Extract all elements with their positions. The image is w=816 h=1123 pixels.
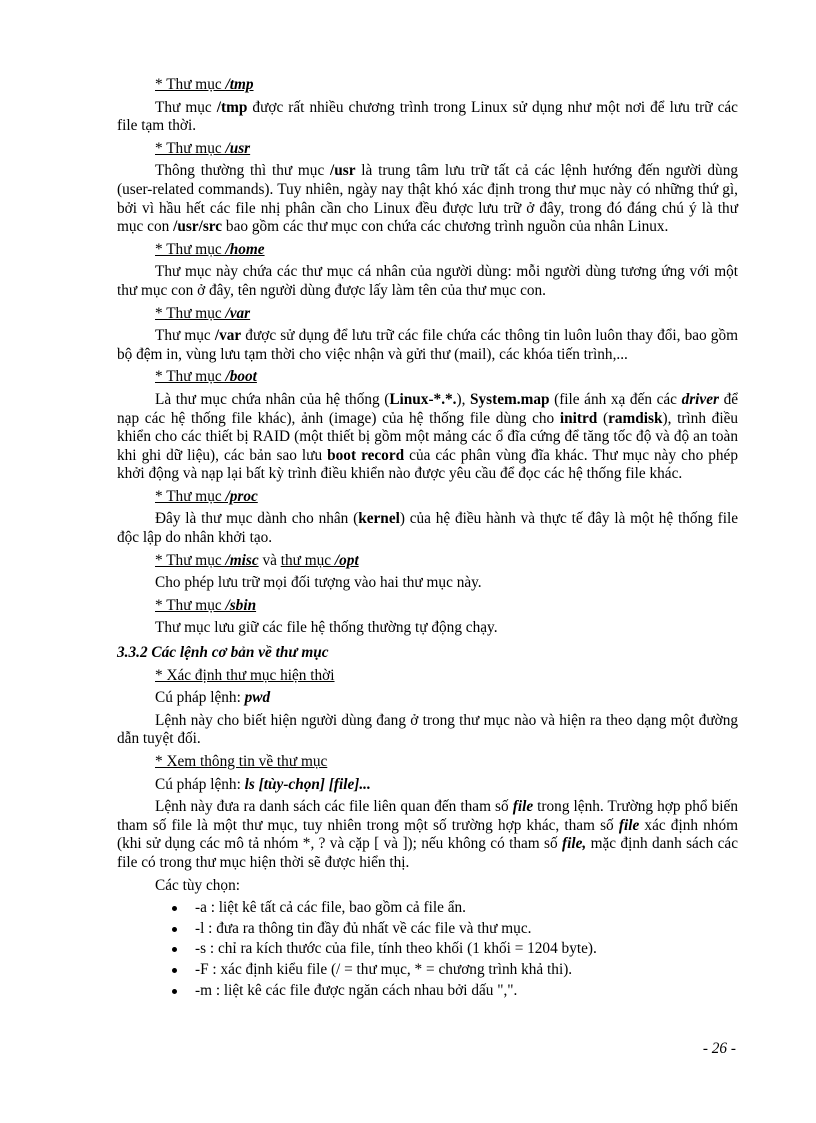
text: Thông thường thì thư mục — [155, 162, 330, 180]
text: Thư mục này chứa các thư mục cá nhân của người dùng: mỗi người dùng tương ứng với một thư mục con ở đây, tên người dùng được lấy làm tên của thư mục con. — [117, 263, 738, 299]
bold-term: System.map — [470, 390, 550, 408]
syntax-label: Cú pháp lệnh: — [155, 775, 245, 793]
heading-home — [155, 241, 738, 260]
dir-name: /var — [225, 304, 251, 322]
bold-term: Linux-*.*. — [389, 390, 457, 408]
bold-term: initrd — [559, 409, 598, 427]
paragraph-ls — [117, 798, 738, 872]
bullet-icon — [172, 989, 177, 994]
text: được rất nhiều chương trình trong Linux sử dụng như một nơi để lưu trữ các file tạm thời. — [117, 98, 738, 135]
bold-italic-term: file — [512, 798, 534, 816]
text: ) của hệ điều hành và thực tế đây là một hệ thống file độc lập do nhân khởi tạo. — [117, 510, 738, 547]
text: (file ánh xạ đến các — [549, 390, 682, 408]
list-item — [117, 920, 738, 939]
heading-proc — [155, 488, 738, 507]
heading-prefix: * Thư mục — [155, 240, 226, 258]
text: Thư mục lưu giữ các file hệ thống thường tự động chạy. — [155, 619, 498, 637]
text: là trung tâm lưu trữ tất cả các lệnh hướng đến người dùng (user-related commands). Tuy nhiên, ngày nay thật khó xác định trong thư mục này có những thứ gì, bởi vì hầu hết các file nhị phân cần cho Linux đều được lưu trữ ở đây, trong đó đáng chú ý là thư mục con — [117, 162, 738, 236]
text: ), — [456, 390, 471, 408]
page-content — [117, 76, 738, 1002]
text: ( — [597, 409, 609, 427]
heading-conjunction: và — [258, 551, 281, 569]
heading-usr — [155, 140, 738, 159]
heading-prefix: thư mục — [280, 551, 335, 569]
syntax-ls — [155, 776, 738, 795]
option-text: -F : xác định kiểu file (/ = thư mục, * = chương trình khả thi). — [195, 960, 573, 978]
bold-italic-term: driver — [681, 390, 719, 408]
text: để nạp các hệ thống file khác), ảnh (image) của hệ thống file dùng cho — [117, 390, 739, 427]
heading-pwd — [155, 667, 738, 686]
command-syntax: ls [tùy-chọn] [file]... — [244, 775, 371, 793]
paragraph-boot — [117, 391, 738, 484]
list-item — [117, 961, 738, 980]
text: trong lệnh. Trường hợp phổ biến tham số file là một thư mục, tuy nhiên trong một số trường hợp khác, tham số — [117, 798, 738, 834]
options-list — [117, 899, 738, 1000]
text: ), trình điều khiển cho các thiết bị RAID (một thiết bị gồm một mảng các ổ đĩa cứng để tăng tốc độ và độ an toàn khi ghi dữ liệu), các bản sao lưu — [117, 409, 739, 464]
dir-name: /proc — [225, 487, 258, 505]
bold-term: /usr/src — [173, 218, 223, 236]
text: xác định nhóm (khi sử dụng các mô tả nhóm *, ? và cặp [ và ]); nếu không có tham số — [117, 816, 738, 853]
bold-term: kernel — [358, 510, 400, 528]
paragraph-var — [117, 327, 738, 364]
list-item — [117, 899, 738, 918]
text: Thư mục — [155, 98, 217, 116]
bold-term: /usr — [330, 162, 356, 180]
paragraph-tmp — [117, 99, 738, 136]
dir-name: /home — [225, 240, 265, 258]
options-label: Các tùy chọn: — [155, 876, 240, 894]
bold-term: boot record — [327, 446, 405, 464]
text: Lệnh này cho biết hiện người dùng đang ở trong thư mục nào và hiện ra theo dạng một đường dẫn tuyệt đối. — [117, 711, 738, 748]
dir-name: /opt — [334, 551, 359, 569]
option-text: -m : liệt kê các file được ngăn cách nhau bởi dấu ",". — [195, 981, 518, 999]
option-text: -a : liệt kê tất cả các file, bao gồm cả file ẩn. — [195, 899, 466, 917]
heading-text: * Xác định thư mục hiện thời — [155, 666, 335, 684]
heading-var — [155, 305, 738, 324]
paragraph-sbin — [155, 619, 738, 638]
heading-prefix: * Thư mục — [155, 76, 226, 93]
bullet-icon — [172, 906, 177, 911]
heading-sbin — [155, 597, 738, 616]
heading-ls — [155, 753, 738, 772]
heading-prefix: * Thư mục — [155, 368, 226, 386]
text: Cho phép lưu trữ mọi đối tượng vào hai thư mục này. — [155, 574, 482, 592]
bullet-icon — [172, 947, 177, 952]
list-item — [117, 982, 738, 1001]
bold-term: /var — [214, 327, 242, 345]
text: mặc định danh sách các file có trong thư mục hiện thời sẽ được hiển thị. — [117, 835, 739, 871]
paragraph-usr — [117, 162, 738, 236]
heading-boot — [155, 368, 738, 387]
syntax-pwd — [155, 689, 738, 708]
text: Thư mục — [155, 327, 215, 345]
bullet-icon — [172, 927, 177, 932]
heading-prefix: * Thư mục — [155, 596, 226, 614]
bold-term: /tmp — [216, 98, 248, 116]
paragraph-proc — [117, 510, 738, 547]
dir-name: /usr — [225, 139, 251, 157]
text: được sử dụng để lưu trữ các file chứa các thông tin luôn luôn thay đổi, bao gồm bộ đệm in, vùng lưu tạm thời cho việc nhận và gửi thư (mail), các khóa tiến trình,... — [117, 327, 738, 363]
syntax-label: Cú pháp lệnh: — [155, 689, 245, 707]
dir-name: /tmp — [225, 76, 254, 93]
bold-term: ramdisk — [608, 409, 663, 427]
dir-name: /sbin — [225, 596, 257, 614]
dir-name: /boot — [225, 368, 257, 386]
option-text: -s : chỉ ra kích thước của file, tính theo khối (1 khối = 1204 byte). — [195, 940, 597, 958]
text: Là thư mục chứa nhân của hệ thống ( — [155, 390, 390, 408]
page-number: - 26 - — [702, 1040, 736, 1057]
list-item — [117, 940, 738, 959]
bold-italic-term: file, — [562, 835, 587, 853]
text: bao gồm các thư mục con chứa các chương trình nguồn của nhân Linux. — [222, 218, 669, 236]
dir-name: /misc — [225, 551, 259, 569]
heading-misc-opt — [155, 552, 738, 571]
paragraph-home — [117, 263, 738, 300]
heading-text: * Xem thông tin về thư mục — [155, 753, 328, 770]
text: Đây là thư mục dành cho nhân ( — [155, 510, 359, 528]
command-syntax: pwd — [244, 689, 271, 707]
heading-prefix: * Thư mục — [155, 304, 226, 322]
bullet-icon — [172, 968, 177, 973]
heading-tmp — [155, 76, 738, 95]
bold-italic-term: file — [618, 816, 640, 834]
heading-prefix: * Thư mục — [155, 139, 226, 157]
paragraph-misc-opt — [155, 574, 738, 593]
text: của các phân vùng đĩa khác. Thư mục này cho phép khởi động và nạp lại bất kỳ trình điều khiển nào được yêu cầu để đọc các hệ thống file khác. — [117, 446, 738, 483]
section-title: 3.3.2 Các lệnh cơ bản về thư mục — [117, 644, 329, 662]
heading-prefix: * Thư mục — [155, 551, 226, 569]
text: Lệnh này đưa ra danh sách các file liên quan đến tham số — [155, 798, 513, 816]
paragraph-pwd — [117, 712, 738, 749]
heading-prefix: * Thư mục — [155, 487, 226, 505]
option-text: -l : đưa ra thông tin đầy đủ nhất về các file và thư mục. — [195, 919, 532, 937]
